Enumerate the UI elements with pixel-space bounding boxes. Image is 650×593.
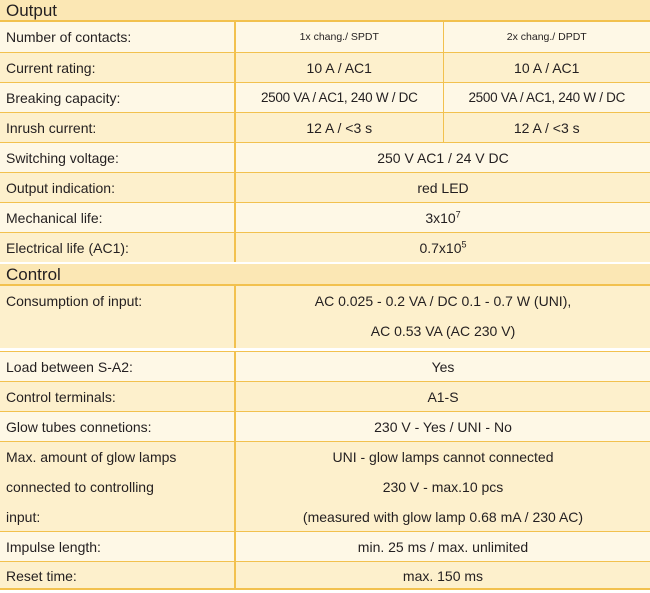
table-row — [0, 411, 650, 441]
section-header-control — [0, 264, 650, 286]
value-line: UNI - glow lamps cannot connected — [332, 449, 554, 465]
row-value — [236, 286, 650, 348]
label-line: input: — [6, 509, 41, 525]
table-row — [0, 202, 650, 232]
cell-dpdt: 10 A / AC1 — [514, 60, 580, 76]
section-header-output — [0, 0, 650, 22]
table-row — [0, 82, 650, 112]
row-label: Output indication: — [0, 173, 236, 202]
section-title: Output — [6, 1, 58, 20]
cell-dpdt: 12 A / <3 s — [513, 120, 580, 136]
value-line: AC 0.53 VA (AC 230 V) — [370, 323, 516, 339]
cell-spdt: 10 A / AC1 — [236, 53, 444, 82]
table-row — [0, 172, 650, 202]
table-row — [0, 381, 650, 411]
table-row — [0, 531, 650, 561]
row-value — [236, 203, 650, 232]
row-value: red LED — [417, 180, 469, 196]
row-value — [236, 442, 650, 531]
row-label: Inrush current: — [0, 113, 236, 142]
cell-spdt: 1x chang./ SPDT — [236, 22, 444, 52]
value-base: 0.7x10 — [419, 240, 462, 256]
row-value: min. 25 ms / max. unlimited — [357, 539, 529, 555]
table-row — [0, 52, 650, 82]
row-label: Control terminals: — [0, 382, 236, 411]
row-label: Glow tubes connetions: — [0, 412, 236, 441]
cell-dpdt: 2x chang./ DPDT — [506, 31, 587, 43]
table-row — [0, 142, 650, 172]
value-exponent: 7 — [455, 209, 461, 220]
row-label: Consumption of input: — [0, 286, 236, 348]
row-value: 230 V - Yes / UNI - No — [374, 419, 512, 435]
value-line: (measured with glow lamp 0.68 mA / 230 AC) — [302, 509, 584, 525]
cell-dpdt: 2500 VA / AC1, 240 W / DC — [468, 90, 626, 105]
table-row — [0, 22, 650, 52]
label-line: Max. amount of glow lamps — [6, 449, 177, 465]
section-title: Control — [6, 265, 61, 284]
cell-spdt: 12 A / <3 s — [236, 113, 444, 142]
row-value: A1-S — [427, 389, 459, 405]
table-row — [0, 286, 650, 348]
value-line: 230 V - max.10 pcs — [382, 479, 504, 495]
row-label: Number of contacts: — [0, 22, 236, 52]
value-line: AC 0.025 - 0.2 VA / DC 0.1 - 0.7 W (UNI), — [314, 293, 572, 309]
table-row — [0, 561, 650, 589]
cell-spdt: 2500 VA / AC1, 240 W / DC — [236, 83, 444, 112]
table-row — [0, 351, 650, 381]
value-exponent: 5 — [461, 239, 467, 250]
row-value: 250 V AC1 / 24 V DC — [377, 150, 509, 166]
table-row — [0, 232, 650, 262]
row-label: Reset time: — [0, 562, 236, 589]
row-value: Yes — [431, 359, 455, 375]
row-label: Current rating: — [0, 53, 236, 82]
table-row — [0, 112, 650, 142]
row-value: max. 150 ms — [402, 568, 484, 584]
label-line: connected to controlling — [6, 479, 154, 495]
row-label: Load between S-A2: — [0, 352, 236, 381]
table-row — [0, 441, 650, 531]
row-label: Impulse length: — [0, 532, 236, 561]
row-label: Electrical life (AC1): — [0, 233, 236, 262]
row-label: Breaking capacity: — [0, 83, 236, 112]
row-value — [236, 233, 650, 262]
row-label: Switching voltage: — [0, 143, 236, 172]
row-label — [0, 442, 236, 531]
table-bottom-border — [0, 588, 650, 590]
row-label: Mechanical life: — [0, 203, 236, 232]
value-base: 3x10 — [425, 210, 456, 226]
